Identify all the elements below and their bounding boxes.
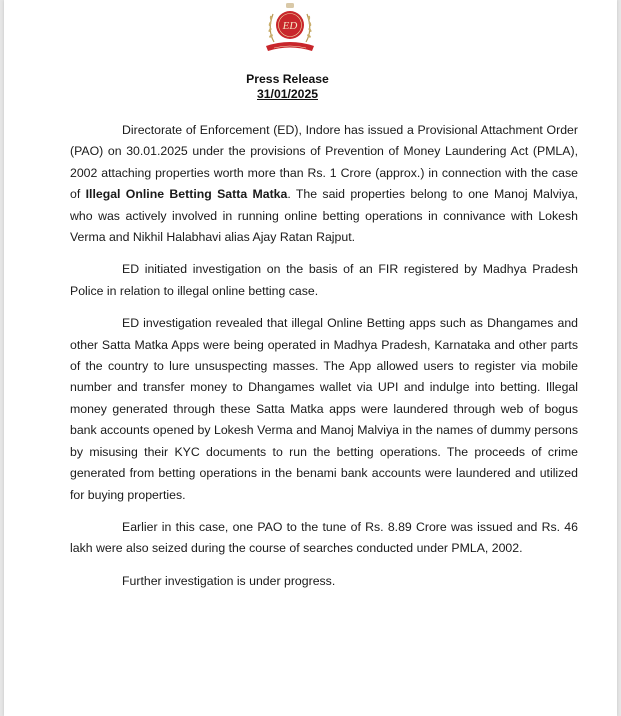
document-page [4,0,617,716]
svg-text:ED: ED [282,20,298,32]
paragraph-earlier-pao: Earlier in this case, one PAO to the tune of Rs. 8.89 Crore was issued and Rs. 46 lakh were also seized during the course of searches conducted under PMLA, 2002. [70,519,578,556]
paragraph-attachment-order: Directorate of Enforcement (ED), Indore has issued a Provisional Attachment Order (PAO) on 30.01.2025 under the provisions of Prevention of Money Laundering Act (PMLA), 2002 attaching properties worth more than Rs. 1 Crore (approx.) in connection with the case of Illegal Online Betting Satta Matka. The said properties belong to one Manoj Malviya, who was actively involved in running online betting operations in connivance with Lokesh Verma and Nikhil Halabhavi alias Ajay Ratan Rajput. [70,123,578,245]
paragraph-investigation-findings: ED investigation revealed that illegal Online Betting apps such as Dhangames and other Satta Matka Apps were being operated in Madhya Pradesh, Karnataka and other parts of the country to lure unsuspecting masses. The App allowed users to register via mobile number and transfer money to Dhangames wallet via UPI and indulge into betting. Illegal money generated through these Satta Matka apps were laundered through web of bogus bank accounts opened by Lokesh Verma and Manoj Malviya in the names of dummy persons by misusing their KYC documents to run the betting operations. The proceeds of crime generated from betting operations in the benami bank accounts were laundered and utilized for buying properties. [70,316,578,502]
paragraph-further-investigation: Further investigation is under progress. [122,573,336,588]
press-release-body [70,120,578,603]
press-release-title: Press Release [246,72,329,86]
case-name: Illegal Online Betting Satta Matka [85,187,288,202]
paragraph-fir-basis: ED initiated investigation on the basis of an FIR registered by Madhya Pradesh Police in relation to illegal online betting case. [70,262,578,298]
enforcement-directorate-emblem-icon [262,2,318,56]
press-release-date: 31/01/2025 [257,87,318,101]
